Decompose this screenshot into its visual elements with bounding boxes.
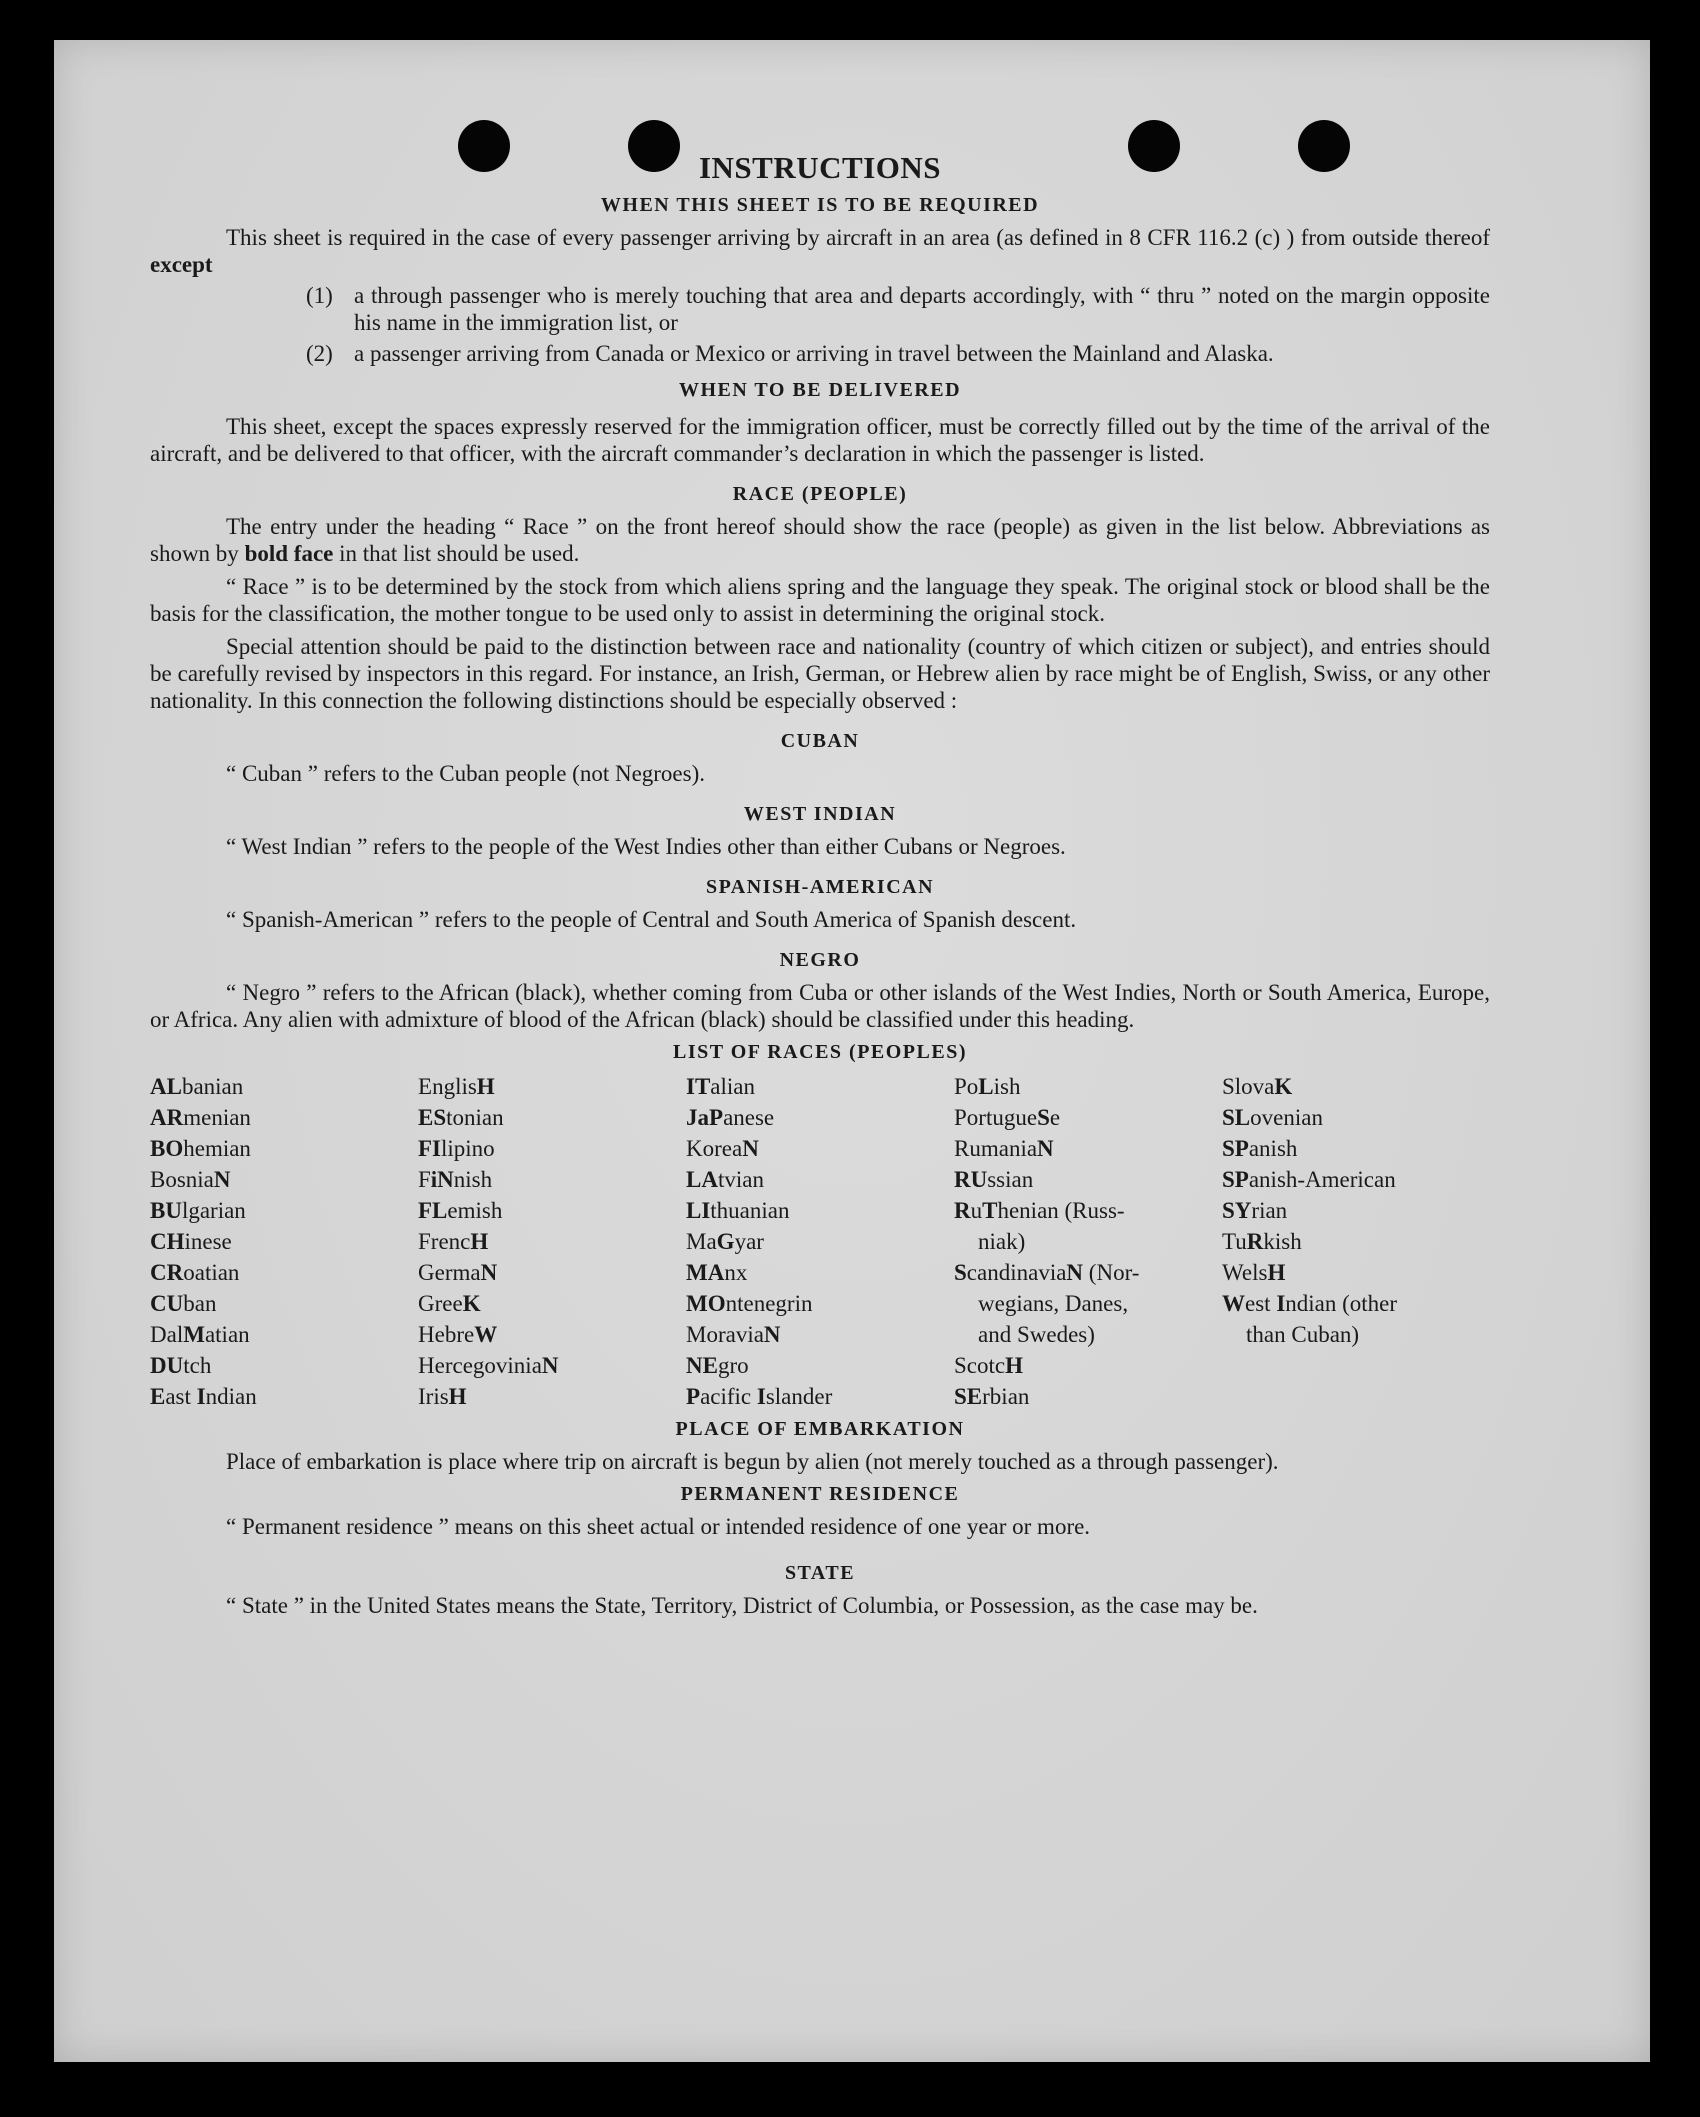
state-text: “ State ” in the United States means the State, Territory, District of Columbia, or Possession, as the case may be. bbox=[226, 1593, 1258, 1618]
race-list-grid bbox=[150, 1071, 1490, 1412]
race-entry: SYrian bbox=[1222, 1198, 1288, 1223]
negro-text: “ Negro ” refers to the African (black), whether coming from Cuba or other islands of the West Indies, North or South America, Europe, or Africa. Any alien with admixture of blood of the African (black) should be classified under this heading. bbox=[150, 980, 1490, 1032]
race-entry: CHinese bbox=[150, 1229, 232, 1254]
race-entry: East Indian bbox=[150, 1384, 257, 1409]
race-entry: ARmenian bbox=[150, 1105, 251, 1130]
race-entry: SlovaK bbox=[1222, 1074, 1293, 1099]
when-required-intro: This sheet is required in the case of every passenger arriving by aircraft in an area (as defined in 8 CFR 116.2 (c) ) from outside thereof except bbox=[150, 225, 1490, 277]
race-entry: RuThenian (Russ- bbox=[954, 1198, 1125, 1223]
when-delivered-text: This sheet, except the spaces expressly reserved for the immigration officer, must be correctly filled out by the time of the arrival of the aircraft, and be delivered to that officer, with the aircraft commander’s declaration in which the passenger is listed. bbox=[150, 414, 1490, 466]
race-entry: WelsH bbox=[1222, 1260, 1286, 1285]
race-entry: BosniaN bbox=[150, 1167, 231, 1192]
race-entry: PoLish bbox=[954, 1074, 1021, 1099]
race-entry: BUlgarian bbox=[150, 1198, 246, 1223]
race-list-column bbox=[686, 1071, 954, 1412]
section-heading-cuban: CUBAN bbox=[780, 730, 860, 752]
race-entry: ALbanian bbox=[150, 1074, 244, 1099]
instructions-content bbox=[150, 150, 1490, 1621]
race-entry-continuation: than Cuban) bbox=[1246, 1322, 1360, 1347]
race-entry: BOhemian bbox=[150, 1136, 251, 1161]
race-entry: KoreaN bbox=[686, 1136, 759, 1161]
race-entry: TuRkish bbox=[1222, 1229, 1302, 1254]
exception-item-1: (1) a through passenger who is merely touching that area and departs accordingly, with “ thru ” noted on the margin opposite his name in the immigration list, or bbox=[306, 283, 1490, 335]
race-paragraph-1: The entry under the heading “ Race ” on the front hereof should show the race (people) as given in the list below. Abbreviations as shown by bold face in that list should be used. bbox=[150, 514, 1490, 566]
race-entry: LIthuanian bbox=[686, 1198, 790, 1223]
race-entry: West Indian (other bbox=[1222, 1291, 1398, 1316]
section-heading-state: STATE bbox=[784, 1562, 856, 1584]
race-entry: JaPanese bbox=[686, 1105, 775, 1130]
section-heading-west-indian: WEST INDIAN bbox=[743, 803, 897, 825]
race-paragraph-2: “ Race ” is to be determined by the stock from which aliens spring and the language they speak. The original stock or blood shall be the basis for the classification, the mother tongue to be used only to assist in determining the original stock. bbox=[150, 574, 1490, 626]
race-list-column bbox=[1222, 1071, 1490, 1412]
race-entry: GreeK bbox=[418, 1291, 481, 1316]
race-entry: FIlipino bbox=[418, 1136, 495, 1161]
section-heading-residence: PERMANENT RESIDENCE bbox=[680, 1483, 960, 1505]
section-heading-race: RACE (PEOPLE) bbox=[732, 483, 908, 505]
residence-text: “ Permanent residence ” means on this sheet actual or intended residence of one year or more. bbox=[226, 1514, 1091, 1539]
race-entry: DalMatian bbox=[150, 1322, 250, 1347]
race-entry: SPanish-American bbox=[1222, 1167, 1396, 1192]
race-entry: MAnx bbox=[686, 1260, 748, 1285]
race-entry: IrisH bbox=[418, 1384, 467, 1409]
race-list-column bbox=[954, 1071, 1222, 1412]
section-heading-embarkation: PLACE OF EMBARKATION bbox=[675, 1418, 965, 1440]
race-entry: DUtch bbox=[150, 1353, 212, 1378]
race-entry: CUban bbox=[150, 1291, 217, 1316]
west-indian-text: “ West Indian ” refers to the people of the West Indies other than either Cubans or Negroes. bbox=[226, 834, 1066, 859]
section-heading-negro: NEGRO bbox=[779, 949, 861, 971]
section-heading-when-delivered: WHEN TO BE DELIVERED bbox=[678, 379, 962, 401]
race-entry: RumaniaN bbox=[954, 1136, 1054, 1161]
race-entry: SPanish bbox=[1222, 1136, 1298, 1161]
race-entry: EnglisH bbox=[418, 1074, 495, 1099]
page-title: INSTRUCTIONS bbox=[698, 150, 941, 185]
race-entry: FiNnish bbox=[418, 1167, 493, 1192]
exception-item-2: (2) a passenger arriving from Canada or Mexico or arriving in travel between the Mainland and Alaska. bbox=[306, 341, 1274, 366]
race-entry: FrencH bbox=[418, 1229, 489, 1254]
race-entry: CRoatian bbox=[150, 1260, 240, 1285]
race-entry: ScotcH bbox=[954, 1353, 1023, 1378]
race-entry: HebreW bbox=[418, 1322, 498, 1347]
cuban-text: “ Cuban ” refers to the Cuban people (not Negroes). bbox=[226, 761, 706, 786]
race-entry: MoraviaN bbox=[686, 1322, 781, 1347]
race-entry-continuation: and Swedes) bbox=[978, 1322, 1095, 1347]
race-entry: EStonian bbox=[418, 1105, 504, 1130]
race-entry: ScandinaviaN (Nor- bbox=[954, 1260, 1140, 1285]
spanish-american-text: “ Spanish-American ” refers to the people of Central and South America of Spanish descent. bbox=[226, 907, 1077, 932]
embarkation-text: Place of embarkation is place where trip on aircraft is begun by alien (not merely touched as a through passenger). bbox=[226, 1449, 1279, 1474]
section-heading-spanish-american: SPANISH-AMERICAN bbox=[705, 876, 935, 898]
race-entry: SLovenian bbox=[1222, 1105, 1323, 1130]
race-entry: ITalian bbox=[686, 1074, 755, 1099]
race-entry-continuation: wegians, Danes, bbox=[978, 1291, 1129, 1316]
race-entry-continuation: niak) bbox=[978, 1229, 1026, 1254]
race-entry: GermaN bbox=[418, 1260, 498, 1285]
section-heading-when-required: WHEN THIS SHEET IS TO BE REQUIRED bbox=[600, 194, 1040, 216]
race-entry: MaGyar bbox=[686, 1229, 764, 1254]
race-entry: PortugueSe bbox=[954, 1105, 1061, 1130]
race-entry: MOntenegrin bbox=[686, 1291, 813, 1316]
race-entry: NEgro bbox=[686, 1353, 749, 1378]
race-entry: SErbian bbox=[954, 1384, 1030, 1409]
race-paragraph-3: Special attention should be paid to the distinction between race and nationality (country of which citizen or subject), and entries should be carefully revised by inspectors in this regard. For instance, an Irish, German, or Hebrew alien by race might be of English, Swiss, or any other nationality. In this connection the following distinctions should be especially observed : bbox=[150, 634, 1490, 713]
section-heading-list-of-races: LIST OF RACES (PEOPLES) bbox=[672, 1041, 967, 1063]
race-entry: RUssian bbox=[954, 1167, 1034, 1192]
race-list-column bbox=[150, 1071, 418, 1412]
race-entry: HercegoviniaN bbox=[418, 1353, 559, 1378]
race-entry: Pacific Islander bbox=[686, 1384, 833, 1409]
race-list-column bbox=[418, 1071, 686, 1412]
race-entry: FLemish bbox=[418, 1198, 503, 1223]
race-entry: LAtvian bbox=[686, 1167, 764, 1192]
